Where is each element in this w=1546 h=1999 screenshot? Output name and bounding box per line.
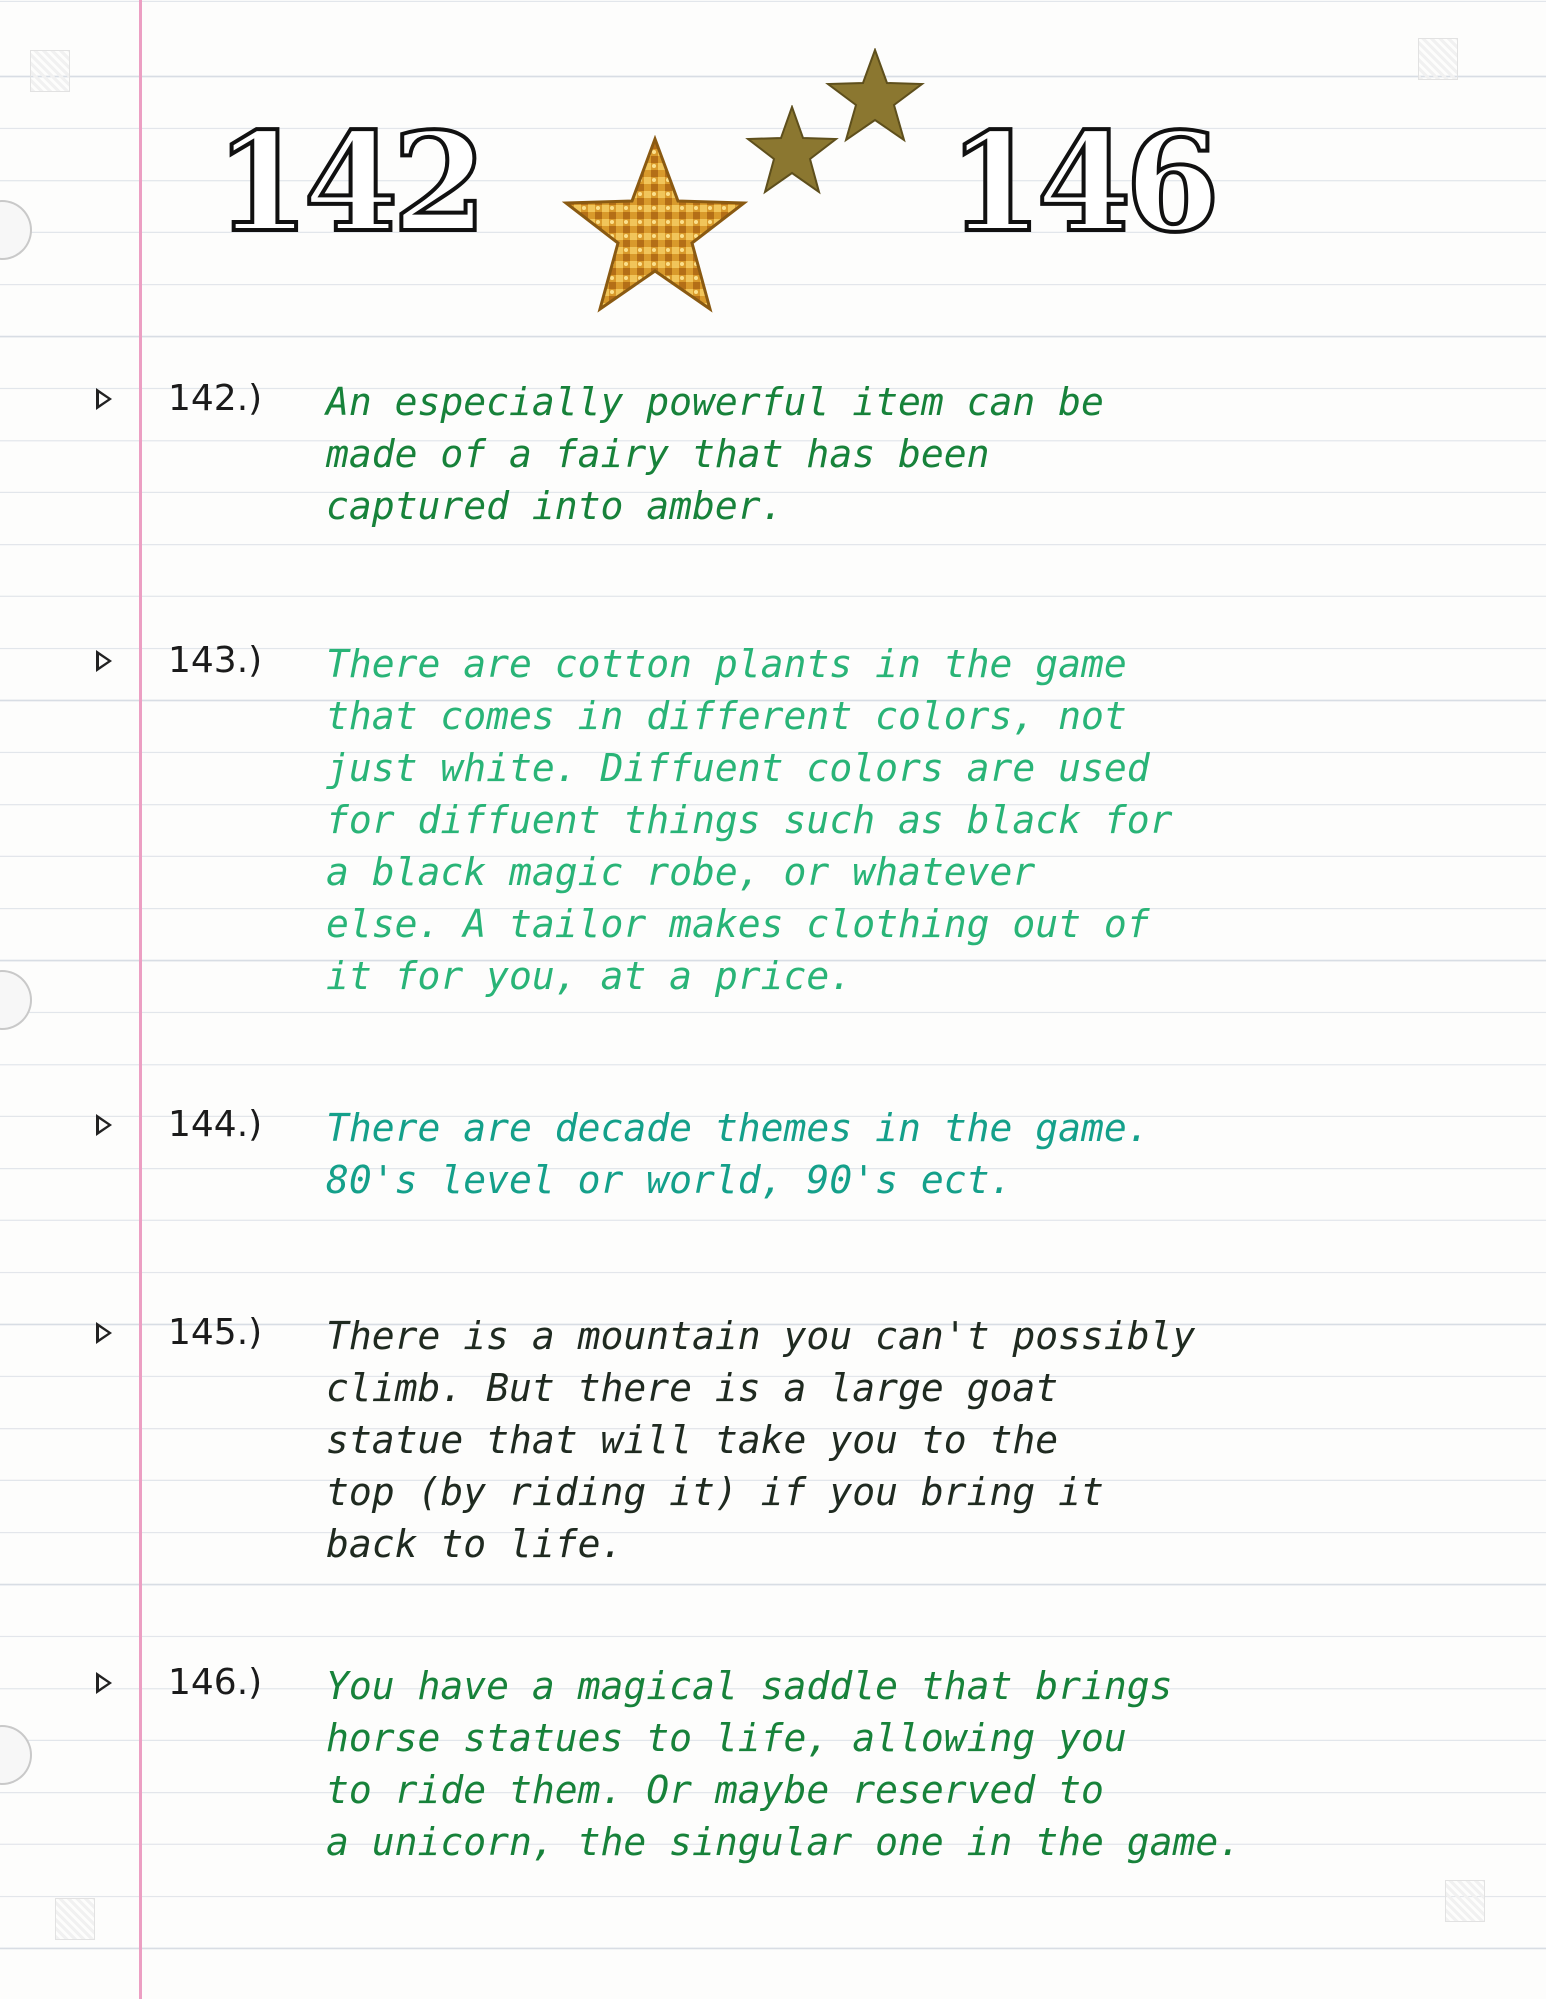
entry-line: There are decade themes in the game. (326, 1106, 1150, 1150)
entry-line: statue that will take you to the (326, 1418, 1059, 1462)
entry-text (326, 376, 1546, 532)
entry-line: back to life. (326, 1522, 624, 1566)
entry-number: 142.) (168, 378, 263, 419)
triangle-marker-icon (96, 1672, 112, 1694)
entry-line: There is a mountain you can't possibly (326, 1314, 1196, 1358)
entry-line: made of a fairy that has been (326, 432, 990, 476)
binder-hole (0, 970, 32, 1030)
entry-line: that comes in different colors, not (326, 694, 1127, 738)
triangle-marker-icon (96, 650, 112, 672)
title-start-number: 142 (215, 103, 481, 263)
entry-line: for diffuent things such as black for (326, 798, 1173, 842)
entry-line: to ride them. Or maybe reserved to (326, 1768, 1104, 1812)
entry-line: There are cotton plants in the game (326, 642, 1127, 686)
entry-line: horse statues to life, allowing you (326, 1716, 1127, 1760)
entry-line: captured into amber. (326, 484, 784, 528)
triangle-marker-icon (96, 1322, 112, 1344)
gold-star-sticker-top (825, 48, 925, 143)
entry-line: top (by riding it) if you bring it (326, 1470, 1104, 1514)
entry-number: 146.) (168, 1662, 263, 1703)
entry-line: it for you, at a price. (326, 954, 853, 998)
margin-line (139, 0, 142, 1999)
triangle-marker-icon (96, 388, 112, 410)
entry-line: An especially powerful item can be (326, 380, 1104, 424)
entry-line: You have a magical saddle that brings (326, 1664, 1173, 1708)
binder-hole (0, 1725, 32, 1785)
entry-number: 144.) (168, 1104, 263, 1145)
entry-line: else. A tailor makes clothing out of (326, 902, 1150, 946)
scan-mark (30, 50, 70, 92)
holographic-star-sticker (560, 135, 750, 315)
entry-line: climb. But there is a large goat (326, 1366, 1059, 1410)
entry-line: a black magic robe, or whatever (326, 850, 1036, 894)
binder-hole (0, 200, 32, 260)
scan-mark (1418, 38, 1458, 80)
entry-text (326, 1310, 1546, 1570)
entry-line: just white. Diffuent colors are used (326, 746, 1150, 790)
entry-text (326, 1660, 1546, 1868)
entry-text (326, 1102, 1546, 1206)
entry-number: 145.) (168, 1312, 263, 1353)
scan-mark (55, 1898, 95, 1940)
title-end-number: 146 (948, 103, 1214, 263)
entry-line: 80's level or world, 90's ect. (326, 1158, 1013, 1202)
entry-number: 143.) (168, 640, 263, 681)
scan-mark (1445, 1880, 1485, 1922)
triangle-marker-icon (96, 1114, 112, 1136)
entry-text (326, 638, 1546, 1002)
entry-line: a unicorn, the singular one in the game. (326, 1820, 1242, 1864)
